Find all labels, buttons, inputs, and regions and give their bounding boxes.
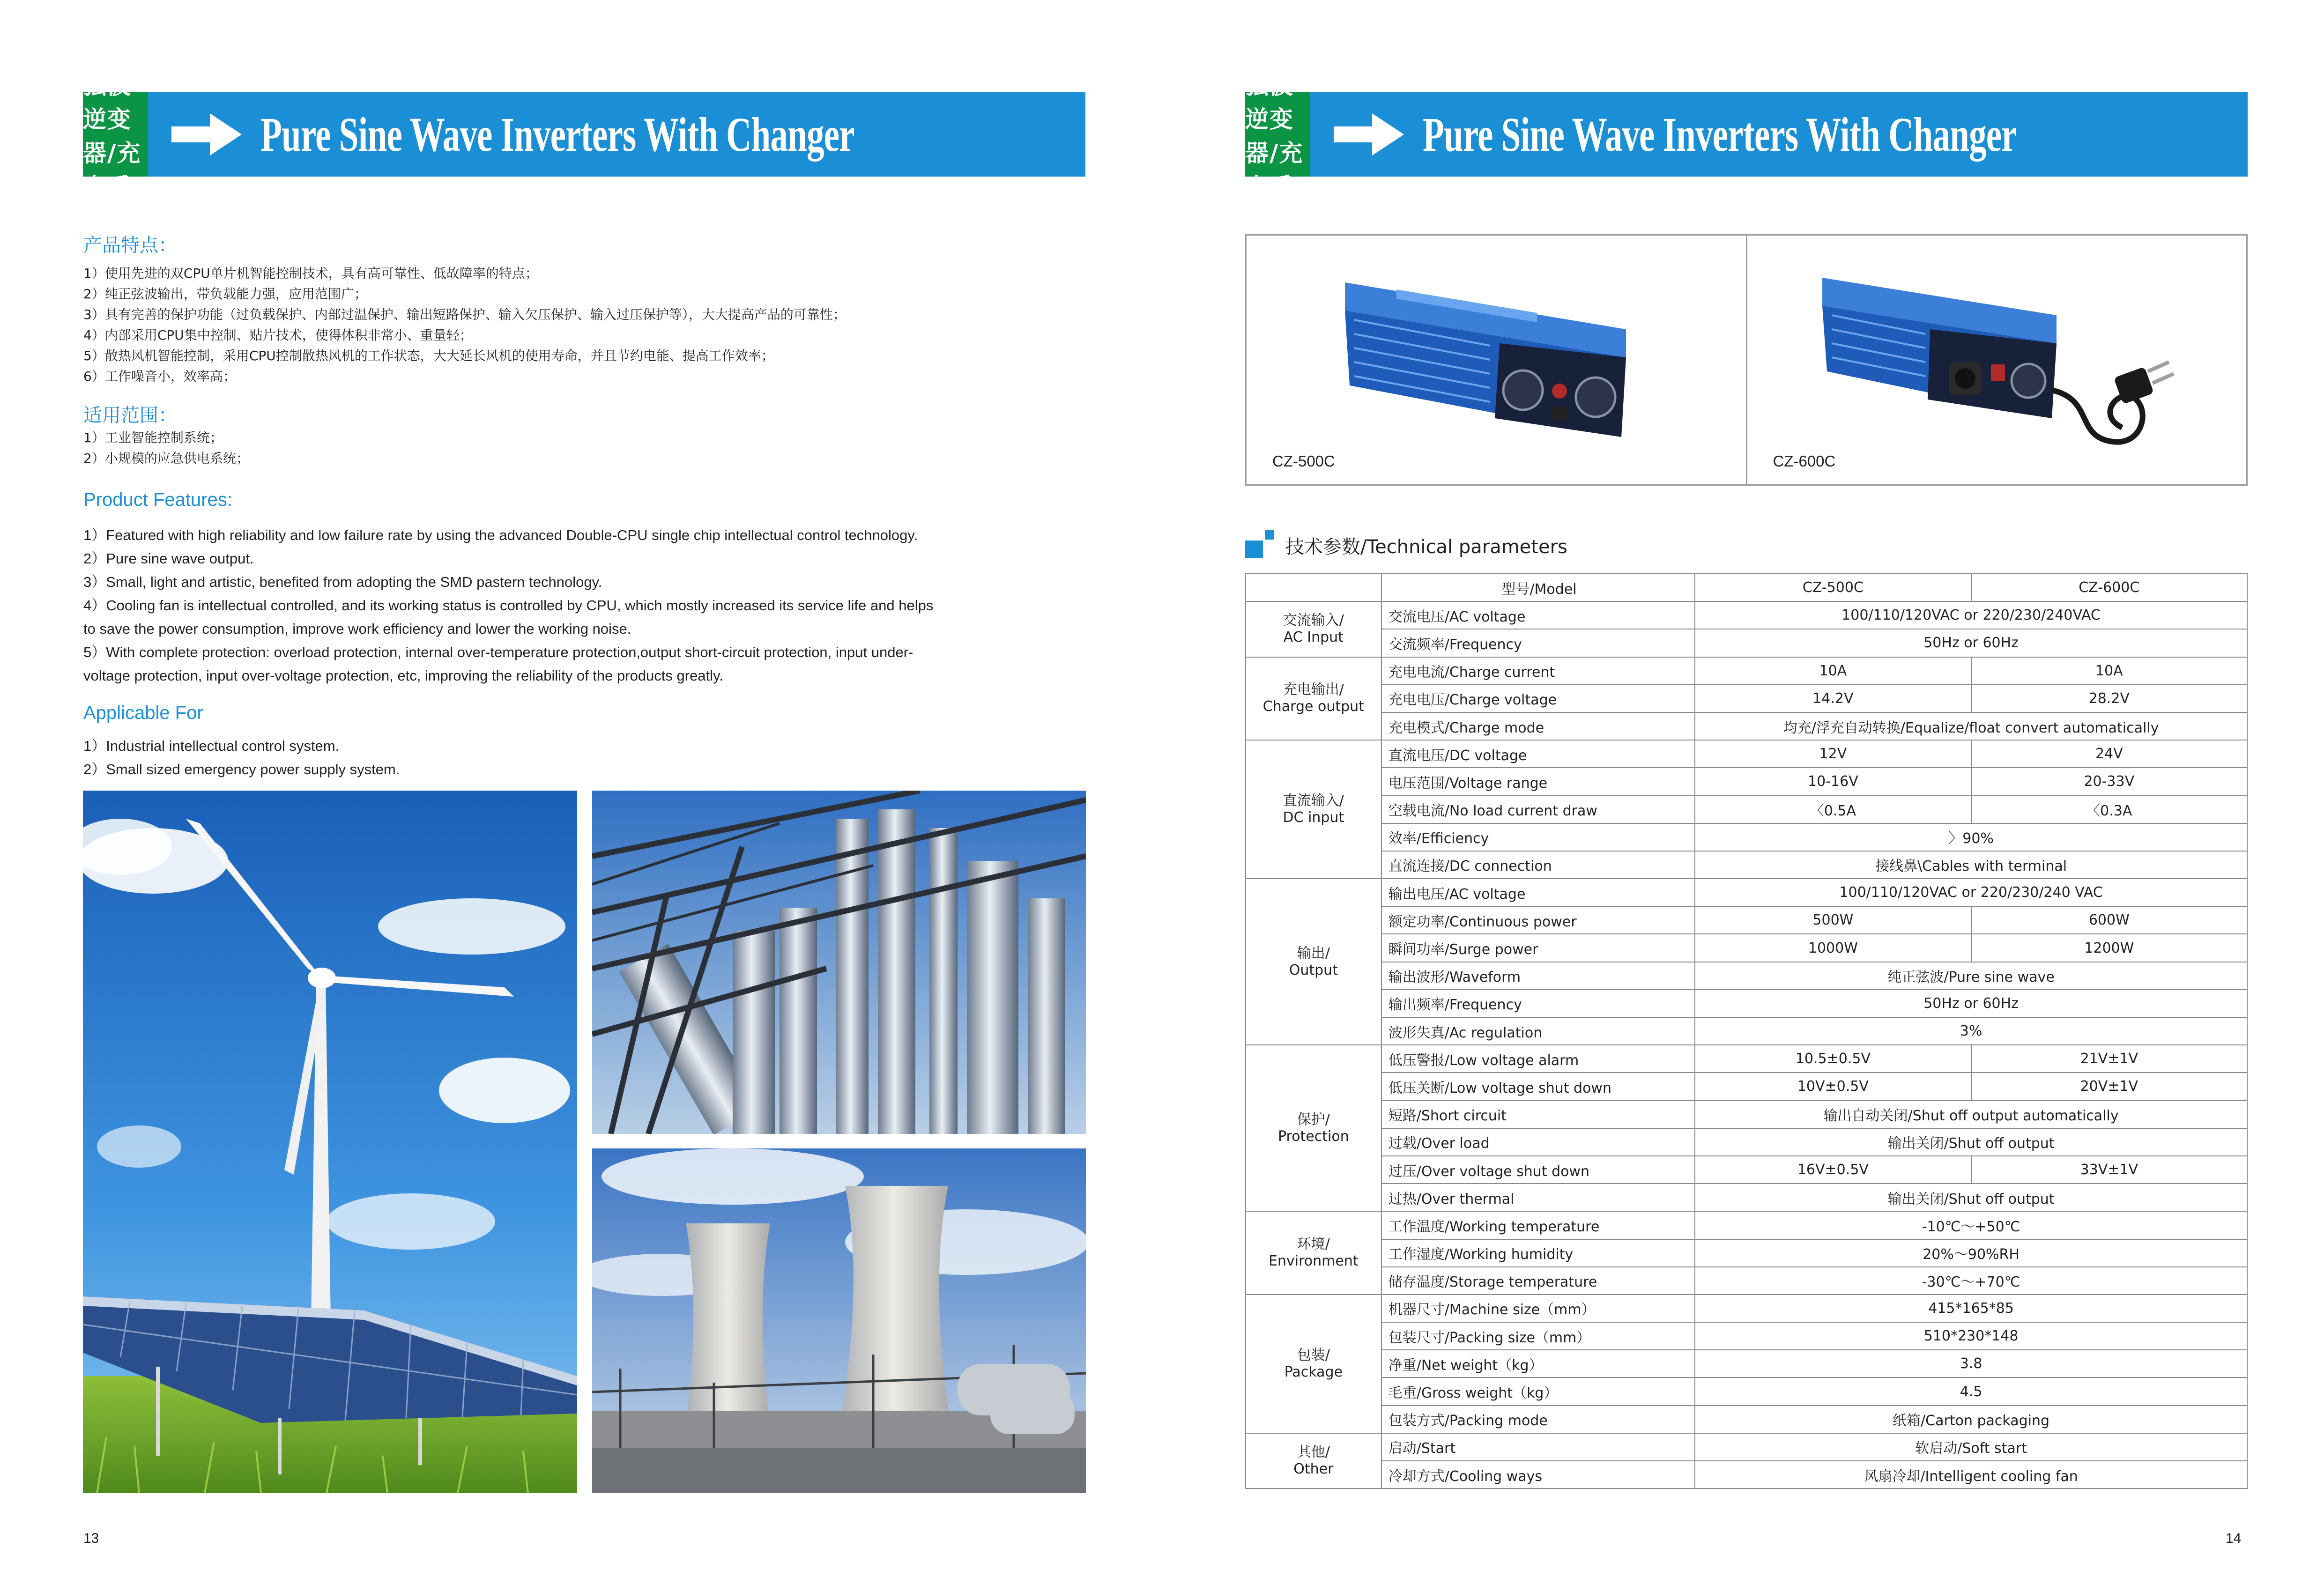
- table-value-cell: 600W: [1971, 906, 2247, 934]
- table-value-cell: 3%: [1695, 1017, 2247, 1045]
- table-value-cell: 输出关闭/Shut off output: [1695, 1184, 2247, 1211]
- table-row: [1246, 1101, 2247, 1128]
- table-param-cell: 净重/Net weight（kg）: [1381, 1350, 1695, 1377]
- table-value-cell: 软启动/Soft start: [1695, 1433, 2247, 1461]
- table-row: [1246, 1073, 2247, 1100]
- table-cell: [1246, 574, 1381, 601]
- list-item: 1）工业智能控制系统；: [83, 430, 223, 445]
- table-value-cell: 纯正弦波/Pure sine wave: [1695, 962, 2247, 990]
- table-group-label: 环境/ Environment: [1246, 1211, 1381, 1295]
- table-param-cell: 短路/Short circuit: [1381, 1101, 1695, 1128]
- table-param-cell: 低压关断/Low voltage shut down: [1381, 1073, 1695, 1100]
- table-row: [1246, 962, 2247, 990]
- square-bullet-icon: [1245, 530, 1275, 560]
- pipes-photo: [592, 791, 1086, 1134]
- product-model-label: CZ-600C: [1773, 452, 1836, 470]
- features-cn-list: [83, 263, 1095, 387]
- table-value-cell: 3.8: [1695, 1350, 2247, 1377]
- banner-en-title: Pure Sine Wave Inverters With Changer: [1423, 107, 2017, 162]
- table-value-cell: 24V: [1971, 740, 2247, 768]
- banner-en-title: Pure Sine Wave Inverters With Changer: [260, 107, 854, 162]
- tech-params-heading: [1245, 530, 1567, 560]
- table-value-cell: 20-33V: [1971, 768, 2247, 795]
- table-row: [1246, 1184, 2247, 1211]
- table-param-cell: 冷却方式/Cooling ways: [1381, 1461, 1695, 1488]
- table-row: [1246, 1045, 2247, 1073]
- table-value-cell: 28.2V: [1971, 685, 2247, 712]
- table-row: [1246, 685, 2247, 712]
- table-group-label: 输出/ Output: [1246, 879, 1381, 1045]
- banner-en-section: [1310, 92, 2248, 177]
- table-value-cell: 21V±1V: [1971, 1045, 2247, 1073]
- table-value-cell: 1200W: [1971, 934, 2247, 962]
- page-number: 14: [2226, 1531, 2242, 1546]
- table-param-cell: 输出频率/Frequency: [1381, 990, 1695, 1017]
- apply-en-list: [83, 734, 1095, 781]
- table-header-cell: CZ-600C: [1971, 574, 2247, 601]
- product-gallery: [1245, 234, 2248, 486]
- table-param-cell: 瞬间功率/Surge power: [1381, 934, 1695, 962]
- table-value-cell: 4.5: [1695, 1377, 2247, 1405]
- table-value-cell: 50Hz or 60Hz: [1695, 629, 2247, 657]
- table-header-cell: CZ-500C: [1695, 574, 1971, 601]
- table-param-cell: 充电电压/Charge voltage: [1381, 685, 1695, 712]
- table-value-cell: 510*230*148: [1695, 1322, 2247, 1350]
- product-card: [1746, 236, 2247, 484]
- table-row: [1246, 629, 2247, 657]
- table-value-cell: 100/110/120VAC or 220/230/240VAC: [1695, 601, 2247, 629]
- table-header-cell: 型号/Model: [1381, 574, 1695, 601]
- right-arrow-icon: [1334, 113, 1404, 155]
- table-value-cell: 50Hz or 60Hz: [1695, 990, 2247, 1017]
- table-param-cell: 直流连接/DC connection: [1381, 851, 1695, 879]
- page-number: 13: [83, 1531, 99, 1546]
- list-item: voltage protection, input over-voltage protection, etc, improving the reliability of the products greatly.: [83, 667, 723, 684]
- table-row: [1246, 768, 2247, 795]
- table-value-cell: 415*165*85: [1695, 1295, 2247, 1322]
- list-item: 3）Small, light and artistic, benefited from adopting the SMD pastern technology.: [83, 574, 602, 590]
- table-value-cell: 12V: [1695, 740, 1971, 768]
- tech-params-title: 技术参数/Technical parameters: [1285, 536, 1567, 558]
- table-param-cell: 充电模式/Charge mode: [1381, 712, 1695, 740]
- table-param-cell: 交流电压/AC voltage: [1381, 601, 1695, 629]
- table-param-cell: 空载电流/No load current draw: [1381, 796, 1695, 823]
- table-value-cell: -30℃～+70℃: [1695, 1267, 2247, 1295]
- banner-cn-title: 纯正弦波逆变器/充电系列: [83, 92, 148, 177]
- table-value-cell: 10A: [1971, 657, 2247, 685]
- table-row: [1246, 1128, 2247, 1156]
- table-param-cell: 启动/Start: [1381, 1433, 1695, 1461]
- table-row: [1246, 796, 2247, 823]
- product-card: [1247, 236, 1746, 484]
- table-value-cell: 14.2V: [1695, 685, 1971, 712]
- table-param-cell: 充电电流/Charge current: [1381, 657, 1695, 685]
- table-value-cell: 〈0.5A: [1695, 796, 1971, 823]
- list-item: 2）纯正弦波输出，带负载能力强，应用范围广；: [83, 286, 367, 302]
- table-value-cell: 接线鼻\Cables with terminal: [1695, 851, 2247, 879]
- table-value-cell: 10A: [1695, 657, 1971, 685]
- table-value-cell: 33V±1V: [1971, 1156, 2247, 1184]
- table-value-cell: 均充/浮充自动转换/Equalize/float convert automatically: [1695, 712, 2247, 740]
- apply-en-heading: Applicable For: [83, 703, 203, 723]
- table-row: [1246, 906, 2247, 934]
- apply-cn-list: [83, 428, 1095, 469]
- inverter-cz600c-image: [1813, 259, 2188, 465]
- table-group-label: 保护/ Protection: [1246, 1045, 1381, 1211]
- table-param-cell: 包装尺寸/Packing size（mm）: [1381, 1322, 1695, 1350]
- features-en-heading: Product Features:: [83, 489, 232, 510]
- table-value-cell: 风扇冷却/Intelligent cooling fan: [1695, 1461, 2247, 1488]
- table-param-cell: 机器尺寸/Machine size（mm）: [1381, 1295, 1695, 1322]
- list-item: 4）内部采用CPU集中控制、贴片技术，使得体积非常小、重量轻；: [83, 327, 473, 343]
- table-value-cell: 500W: [1695, 906, 1971, 934]
- list-item: 2）Small sized emergency power supply system.: [83, 761, 400, 777]
- table-value-cell: 10.5±0.5V: [1695, 1045, 1971, 1073]
- table-row: [1246, 879, 2247, 906]
- table-param-cell: 效率/Efficiency: [1381, 823, 1695, 851]
- table-row: [1246, 934, 2247, 962]
- list-item: 1）Industrial intellectual control system.: [83, 738, 340, 754]
- list-item: 6）工作噪音小，效率高；: [83, 369, 236, 384]
- table-param-cell: 过压/Over voltage shut down: [1381, 1156, 1695, 1184]
- table-row: [1246, 1406, 2247, 1433]
- table-row: [1246, 1295, 2247, 1322]
- wind-solar-photo: [83, 791, 577, 1493]
- table-value-cell: 输出自动关闭/Shut off output automatically: [1695, 1101, 2247, 1128]
- table-value-cell: 10-16V: [1695, 768, 1971, 795]
- table-row: [1246, 1377, 2247, 1405]
- table-param-cell: 输出电压/AC voltage: [1381, 879, 1695, 906]
- list-item: to save the power consumption, improve work efficiency and lower the working noise.: [83, 621, 631, 637]
- table-param-cell: 电压范围/Voltage range: [1381, 768, 1695, 795]
- table-param-cell: 输出波形/Waveform: [1381, 962, 1695, 990]
- banner-cn-title: 纯正弦波逆变器/充电系列: [1245, 92, 1310, 177]
- spec-table: [1245, 573, 2248, 1489]
- table-row: [1246, 990, 2247, 1017]
- table-param-cell: 包装方式/Packing mode: [1381, 1406, 1695, 1433]
- features-en-list: [83, 524, 1095, 688]
- table-param-cell: 过载/Over load: [1381, 1128, 1695, 1156]
- table-row: [1246, 1017, 2247, 1045]
- table-value-cell: 纸箱/Carton packaging: [1695, 1406, 2247, 1433]
- right-page: [1162, 0, 2324, 1577]
- cooling-towers-photo: [592, 1148, 1086, 1493]
- table-param-cell: 毛重/Gross weight（kg）: [1381, 1377, 1695, 1405]
- table-param-cell: 直流电压/DC voltage: [1381, 740, 1695, 768]
- table-value-cell: 输出关闭/Shut off output: [1695, 1128, 2247, 1156]
- right-arrow-icon: [171, 113, 242, 155]
- table-row: [1246, 712, 2247, 740]
- table-row: [1246, 1350, 2247, 1377]
- list-item: 5）With complete protection: overload protection, internal over-temperature protection,output short-circuit protection, input under-: [83, 644, 913, 660]
- table-row: [1246, 1267, 2247, 1295]
- table-row: [1246, 851, 2247, 879]
- list-item: 5）散热风机智能控制，采用CPU控制散热风机的工作状态，大大延长风机的使用寿命，并且节约电能、提高工作效率；: [83, 348, 774, 363]
- table-row: [1246, 1239, 2247, 1267]
- table-value-cell: 20%～90%RH: [1695, 1239, 2247, 1267]
- banner-en-section: [148, 92, 1085, 177]
- product-model-label: CZ-500C: [1272, 452, 1335, 470]
- table-row: [1246, 1156, 2247, 1184]
- list-item: 1）使用先进的双CPU单片机智能控制技术，具有高可靠性、低故障率的特点；: [83, 266, 538, 281]
- apply-cn-heading: 适用范围：: [83, 405, 177, 426]
- table-group-label: 其他/ Other: [1246, 1433, 1381, 1488]
- page-banner: [1245, 38, 2248, 234]
- table-param-cell: 工作湿度/Working humidity: [1381, 1239, 1695, 1267]
- table-value-cell: 〉90%: [1695, 823, 2247, 851]
- table-header-row: [1246, 574, 2247, 601]
- table-param-cell: 交流频率/Frequency: [1381, 629, 1695, 657]
- table-param-cell: 额定功率/Continuous power: [1381, 906, 1695, 934]
- table-value-cell: 16V±0.5V: [1695, 1156, 1971, 1184]
- table-group-label: 充电输出/ Charge output: [1246, 657, 1381, 740]
- table-group-label: 包装/ Package: [1246, 1295, 1381, 1433]
- list-item: 2）Pure sine wave output.: [83, 550, 254, 567]
- table-row: [1246, 601, 2247, 629]
- list-item: 2）小规模的应急供电系统；: [83, 451, 249, 466]
- table-value-cell: 〈0.3A: [1971, 796, 2247, 823]
- table-row: [1246, 1461, 2247, 1488]
- table-row: [1246, 1433, 2247, 1461]
- inverter-cz500c-image: [1331, 264, 1640, 451]
- table-group-label: 交流输入/ AC Input: [1246, 601, 1381, 657]
- table-param-cell: 波形失真/Ac regulation: [1381, 1017, 1695, 1045]
- table-row: [1246, 740, 2247, 768]
- table-group-label: 直流输入/ DC input: [1246, 740, 1381, 879]
- table-value-cell: 20V±1V: [1971, 1073, 2247, 1100]
- features-cn-heading: 产品特点：: [83, 235, 177, 256]
- table-value-cell: 10V±0.5V: [1695, 1073, 1971, 1100]
- list-item: 1）Featured with high reliability and low failure rate by using the advanced Double-CPU single chip intellectual control technology.: [83, 527, 918, 543]
- table-param-cell: 过热/Over thermal: [1381, 1184, 1695, 1211]
- table-row: [1246, 1322, 2247, 1350]
- table-value-cell: 1000W: [1695, 934, 1971, 962]
- table-row: [1246, 657, 2247, 685]
- table-param-cell: 储存温度/Storage temperature: [1381, 1267, 1695, 1295]
- table-param-cell: 工作温度/Working temperature: [1381, 1211, 1695, 1239]
- table-value-cell: 100/110/120VAC or 220/230/240 VAC: [1695, 879, 2247, 906]
- table-param-cell: 低压警报/Low voltage alarm: [1381, 1045, 1695, 1073]
- list-item: 3）具有完善的保护功能（过负载保护、内部过温保护、输出短路保护、输入欠压保护、输入过压保护等），大大提高产品的可靠性；: [83, 307, 846, 322]
- list-item: 4）Cooling fan is intellectual controlled, and its working status is controlled by CPU, which mostly increased its service life and helps: [83, 597, 934, 614]
- table-row: [1246, 823, 2247, 851]
- page-banner: [83, 38, 1085, 234]
- table-row: [1246, 1211, 2247, 1239]
- table-value-cell: -10℃～+50℃: [1695, 1211, 2247, 1239]
